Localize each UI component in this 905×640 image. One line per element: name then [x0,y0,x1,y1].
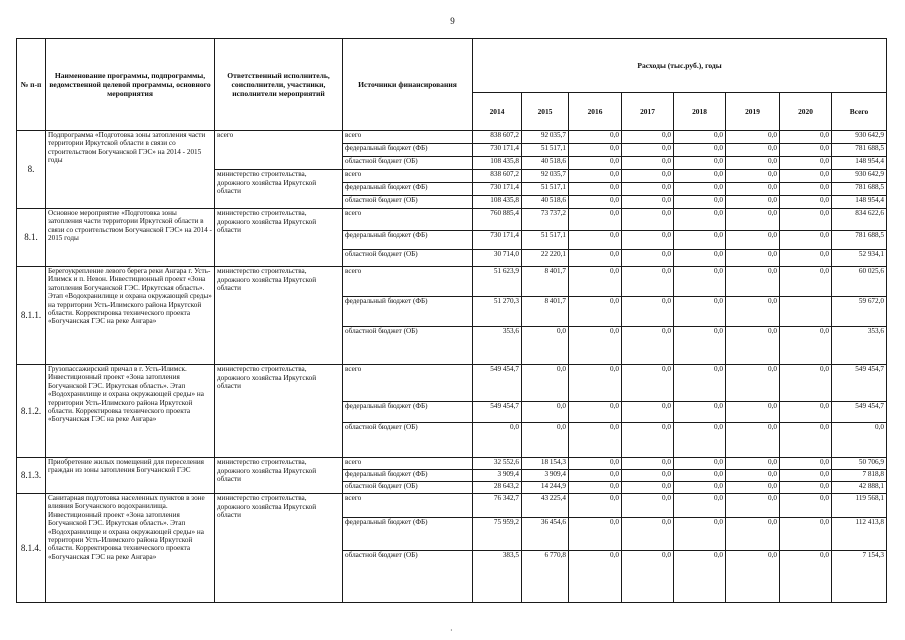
year-value: 6 770,8 [522,551,569,603]
year-value: 92 035,7 [522,170,569,183]
year-value: 0,0 [622,209,674,231]
table-row [17,458,887,470]
header-number: № п-п [17,39,46,131]
year-value: 760 885,4 [473,209,522,231]
year-value: 0,0 [569,250,622,267]
year-value: 0,0 [726,297,780,327]
year-value: 383,5 [473,551,522,603]
year-value: 0,0 [726,170,780,183]
funding-source: федеральный бюджет (ФБ) [343,231,473,250]
year-value: 838 607,2 [473,170,522,183]
row-code: 8.1.1. [17,267,46,365]
program-name: Приобретение жилых помещений для переселения граждан из зоны затопления Богучанской ГЭС [46,458,215,494]
year-value: 0,0 [726,231,780,250]
year-value: 30 714,0 [473,250,522,267]
year-value: 76 342,7 [473,494,522,518]
header-year: 2019 [726,93,780,131]
year-value: 0,0 [780,365,832,402]
year-value: 0,0 [569,196,622,209]
year-value: 0,0 [780,494,832,518]
year-value: 549 454,7 [473,365,522,402]
table-row [17,131,887,144]
year-value: 0,0 [622,551,674,603]
total-value: 930 642,9 [832,170,887,183]
year-value: 0,0 [726,365,780,402]
funding-source: областной бюджет (ОБ) [343,196,473,209]
year-value: 0,0 [674,458,726,470]
year-value: 0,0 [726,267,780,297]
year-value: 22 220,1 [522,250,569,267]
expenses-table [16,38,887,603]
year-value: 108 435,8 [473,157,522,170]
year-value: 0,0 [622,196,674,209]
funding-source: всего [343,494,473,518]
year-value: 0,0 [726,131,780,144]
funding-source: областной бюджет (ОБ) [343,250,473,267]
year-value: 0,0 [622,267,674,297]
year-value: 0,0 [674,144,726,157]
year-value: 92 035,7 [522,131,569,144]
year-value: 108 435,8 [473,196,522,209]
year-value: 0,0 [780,231,832,250]
year-value: 0,0 [569,494,622,518]
year-value: 0,0 [622,423,674,458]
header-expenses: Расходы (тыс.руб.), годы [473,39,887,93]
year-value: 0,0 [522,365,569,402]
year-value: 0,0 [674,183,726,196]
row-code: 8.1.2. [17,365,46,458]
year-value: 0,0 [780,196,832,209]
table-row [17,267,887,297]
year-value: 0,0 [726,470,780,482]
year-value: 0,0 [780,327,832,365]
row-code: 8. [17,131,46,209]
program-name: Берегоукрепление левого берега реки Ангара г. Усть-Илимск и п. Невон. Инвестиционный проект «Зона затопления Богучанской ГЭС. Иркутская область». Этап «Водохранилище и охрана окружающей среды» на территории Усть-Илимского района Иркутской области. Корректировка технического проекта «Богучанская ГЭС на реке Ангара» [46,267,215,365]
year-value: 0,0 [569,482,622,494]
year-value: 0,0 [726,250,780,267]
total-value: 549 454,7 [832,365,887,402]
header-year: 2014 [473,93,522,131]
year-value: 0,0 [569,267,622,297]
table-row [17,209,887,231]
year-value: 0,0 [674,196,726,209]
funding-source: всего [343,458,473,470]
year-value: 0,0 [726,196,780,209]
year-value: 0,0 [674,157,726,170]
year-value: 0,0 [674,131,726,144]
year-value: 0,0 [622,365,674,402]
year-value: 0,0 [569,231,622,250]
row-code: 8.1.3. [17,458,46,494]
funding-source: областной бюджет (ОБ) [343,327,473,365]
year-value: 75 959,2 [473,518,522,551]
year-value: 0,0 [780,144,832,157]
year-value: 51 517,1 [522,183,569,196]
total-value: 930 642,9 [832,131,887,144]
total-value: 42 888,1 [832,482,887,494]
year-value: 51 517,1 [522,144,569,157]
year-value: 0,0 [780,470,832,482]
total-value: 50 706,9 [832,458,887,470]
year-value: 40 518,6 [522,157,569,170]
funding-source: областной бюджет (ОБ) [343,551,473,603]
year-value: 0,0 [674,267,726,297]
year-value: 0,0 [569,183,622,196]
year-value: 0,0 [522,423,569,458]
year-value [780,297,832,327]
year-value: 0,0 [622,157,674,170]
header-year: 2016 [569,93,622,131]
funding-source: федеральный бюджет (ФБ) [343,518,473,551]
row-code: 8.1. [17,209,46,267]
year-value: 0,0 [780,157,832,170]
year-value: 0,0 [780,209,832,231]
year-value: 3 909,4 [522,470,569,482]
year-value: 0,0 [780,183,832,196]
year-value: 0,0 [622,231,674,250]
table-row [17,494,887,518]
year-value: 0,0 [726,494,780,518]
year-value: 0,0 [674,170,726,183]
year-value: 0,0 [726,144,780,157]
year-value: 0,0 [674,494,726,518]
year-value: 0,0 [674,551,726,603]
year-value: 0,0 [569,170,622,183]
header-total: Всего [832,93,887,131]
responsible-executor: всего [215,131,343,170]
total-value: 148 954,4 [832,157,887,170]
year-value: 0,0 [726,157,780,170]
year-value: 0,0 [473,423,522,458]
year-value: 0,0 [569,518,622,551]
year-value: 0,0 [674,423,726,458]
total-value: 781 688,5 [832,183,887,196]
year-value: 0,0 [674,250,726,267]
funding-source: федеральный бюджет (ФБ) [343,183,473,196]
year-value: 353,6 [473,327,522,365]
year-value: 0,0 [569,131,622,144]
year-value: 0,0 [674,470,726,482]
year-value: 0,0 [726,327,780,365]
year-value: 0,0 [622,131,674,144]
funding-source: всего [343,267,473,297]
funding-source: областной бюджет (ОБ) [343,157,473,170]
year-value: 0,0 [780,267,832,297]
year-value: 0,0 [622,170,674,183]
total-value: 59 672,0 [832,297,887,327]
funding-source: областной бюджет (ОБ) [343,423,473,458]
funding-source: федеральный бюджет (ФБ) [343,402,473,423]
year-value: 0,0 [726,423,780,458]
table-body [17,131,887,603]
program-name: Подпрограмма «Подготовка зоны затопления части территории Иркутской области в связи со строительством Богучанской ГЭС» на 2014 - 2015 годы [46,131,215,209]
year-value: 0,0 [569,365,622,402]
year-value: 730 171,4 [473,231,522,250]
year-value: 0,0 [674,327,726,365]
year-value: 0,0 [522,402,569,423]
year-value: 0,0 [780,482,832,494]
row-code: 8.1.4. [17,494,46,603]
year-value: 0,0 [674,482,726,494]
year-value: 549 454,7 [473,402,522,423]
total-value: 119 568,1 [832,494,887,518]
total-value: 52 934,1 [832,250,887,267]
year-value: 0,0 [622,183,674,196]
year-value: 0,0 [622,458,674,470]
year-value: 0,0 [569,209,622,231]
total-value: 781 688,5 [832,144,887,157]
year-value: 0,0 [780,131,832,144]
year-value: 0,0 [726,482,780,494]
year-value: 0,0 [569,157,622,170]
funding-source: всего [343,131,473,144]
total-value: 834 622,6 [832,209,887,231]
page-number: 9 [450,16,455,26]
year-value: 8 401,7 [522,267,569,297]
header-responsible: Ответственный исполнитель, соисполнители, участники, исполнители мероприятий [215,39,343,131]
year-value: 14 244,9 [522,482,569,494]
total-value: 0,0 [832,423,887,458]
year-value: 0,0 [726,183,780,196]
year-value: 0,0 [622,297,674,327]
year-value: 36 454,6 [522,518,569,551]
year-value: 0,0 [674,209,726,231]
table-row [17,365,887,402]
year-value: 0,0 [726,402,780,423]
year-value: 18 154,3 [522,458,569,470]
year-value: 0,0 [726,518,780,551]
year-value: 0,0 [780,250,832,267]
year-value: 3 909,4 [473,470,522,482]
year-value: 0,0 [780,402,832,423]
responsible-executor: министерство строительства, дорожного хозяйства Иркутской области [215,365,343,458]
year-value: 51 623,9 [473,267,522,297]
total-value: 148 954,4 [832,196,887,209]
year-value: 0,0 [569,327,622,365]
year-value: 0,0 [674,297,726,327]
year-value: 0,0 [622,402,674,423]
year-value: 0,0 [569,551,622,603]
year-value: 0,0 [674,365,726,402]
responsible-executor: министерство строительства, дорожного хозяйства Иркутской области [215,170,343,209]
program-name: Санитарная подготовка населенных пунктов в зоне влияния Богучанского водохранилища. Инвестиционный проект «Зона затопления Богучанской ГЭС. Иркутская область». Этап «Водохранилище и охрана окружающей среды» на территории Усть-Илимского района Иркутской области. Корректировка технического проекта «Богучанская ГЭС на реке Ангара» [46,494,215,603]
year-value: 32 552,6 [473,458,522,470]
year-value: 0,0 [522,327,569,365]
total-value: 7 154,3 [832,551,887,603]
funding-source: федеральный бюджет (ФБ) [343,144,473,157]
year-value: 0,0 [674,231,726,250]
year-value: 0,0 [622,494,674,518]
year-value: 0,0 [622,144,674,157]
total-value: 549 454,7 [832,402,887,423]
header-year: 2015 [522,93,569,131]
year-value: 0,0 [726,209,780,231]
footer-mark: · [450,626,453,635]
total-value: 353,6 [832,327,887,365]
year-value: 51 517,1 [522,231,569,250]
header-year: 2020 [780,93,832,131]
year-value: 0,0 [674,518,726,551]
year-value: 0,0 [780,170,832,183]
funding-source: областной бюджет (ОБ) [343,482,473,494]
year-value: 0,0 [622,470,674,482]
year-value: 730 171,4 [473,183,522,196]
responsible-executor: министерство строительства, дорожного хозяйства Иркутской области [215,494,343,603]
year-value: 0,0 [569,402,622,423]
year-value: 0,0 [780,551,832,603]
year-value: 0,0 [780,518,832,551]
year-value: 0,0 [726,458,780,470]
year-value: 0,0 [569,458,622,470]
year-value: 0,0 [569,144,622,157]
total-value: 112 413,8 [832,518,887,551]
year-value: 0,0 [622,327,674,365]
year-value: 8 401,7 [522,297,569,327]
year-value: 0,0 [780,458,832,470]
year-value: 0,0 [569,297,622,327]
year-value: 0,0 [622,482,674,494]
header-program-name: Наименование программы, подпрограммы, ведомственной целевой программы, основного мероприятия [46,39,215,131]
total-value: 781 688,5 [832,231,887,250]
year-value: 73 737,2 [522,209,569,231]
responsible-executor: министерство строительства, дорожного хозяйства Иркутской области [215,267,343,365]
year-value: 28 643,2 [473,482,522,494]
header-year: 2017 [622,93,674,131]
funding-source: всего [343,170,473,183]
year-value: 0,0 [780,423,832,458]
year-value: 0,0 [674,402,726,423]
year-value: 43 225,4 [522,494,569,518]
funding-source: всего [343,365,473,402]
funding-source: федеральный бюджет (ФБ) [343,470,473,482]
year-value: 0,0 [622,518,674,551]
year-value: 838 607,2 [473,131,522,144]
year-value: 730 171,4 [473,144,522,157]
program-name: Грузопассажирский причал в г. Усть-Илимск. Инвестиционный проект «Зона затопления Богучанской ГЭС. Иркутская область». Этап «Водохранилище и охрана окружающей среды» на территории Усть-Илимского района Иркутской области. Корректировка технического проекта «Богучанская ГЭС на реке Ангара» [46,365,215,458]
responsible-executor: министерство строительства, дорожного хозяйства Иркутской области [215,209,343,267]
year-value: 0,0 [569,470,622,482]
program-name: Основное мероприятие «Подготовка зоны затопления части территории Иркутской области в связи со строительством Богучанской ГЭС» на 2014 - 2015 годы [46,209,215,267]
funding-source: всего [343,209,473,231]
header-funding-source: Источники финансирования [343,39,473,131]
year-value: 0,0 [622,250,674,267]
year-value: 0,0 [569,423,622,458]
responsible-executor: министерство строительства, дорожного хозяйства Иркутской области [215,458,343,494]
header-year: 2018 [674,93,726,131]
total-value: 7 818,8 [832,470,887,482]
funding-source: федеральный бюджет (ФБ) [343,297,473,327]
year-value: 0,0 [726,551,780,603]
year-value: 51 270,3 [473,297,522,327]
total-value: 60 025,6 [832,267,887,297]
year-value: 40 518,6 [522,196,569,209]
